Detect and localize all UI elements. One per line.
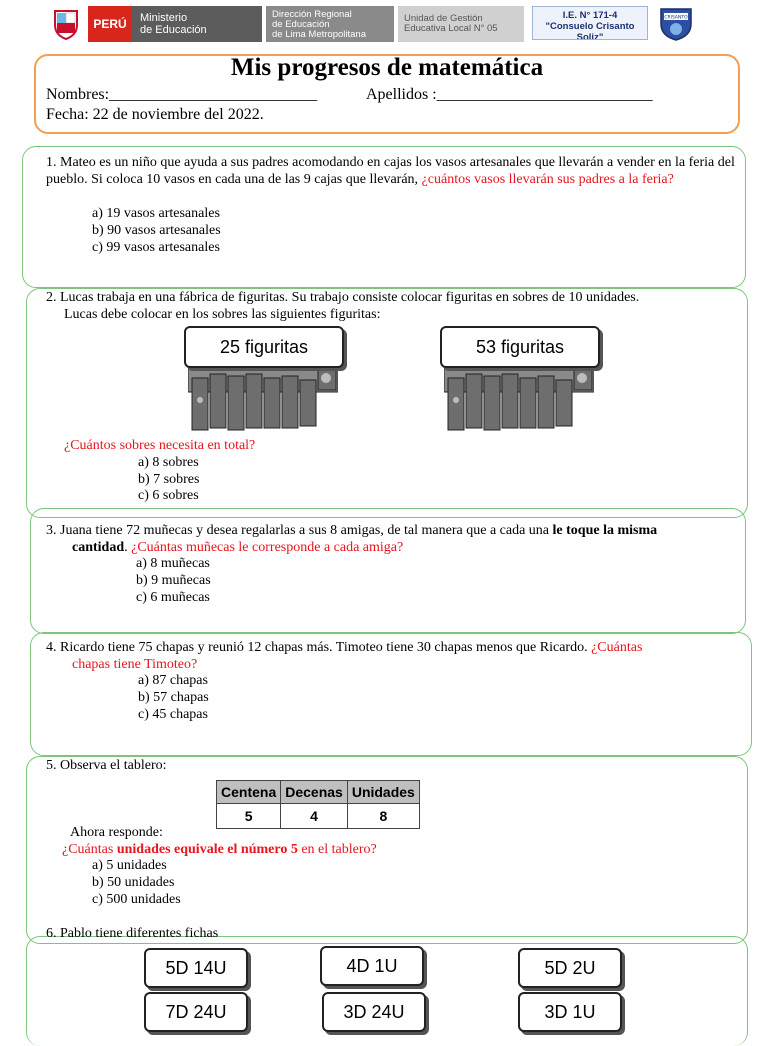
- question-1-text: [46, 154, 736, 188]
- page-title: Mis progresos de matemática: [230, 54, 544, 81]
- ficha-2: 4D 1U: [320, 946, 424, 986]
- question-3-bold: le toque la misma: [552, 523, 658, 538]
- question-5-option-b[interactable]: b) 50 unidades: [92, 875, 175, 890]
- question-4-option-a[interactable]: a) 87 chapas: [138, 673, 208, 688]
- question-5-option-a[interactable]: a) 5 unidades: [92, 858, 167, 873]
- question-5-question-start: ¿Cuántas: [62, 842, 117, 857]
- question-3-line2: [72, 539, 403, 556]
- school-badge: [532, 6, 648, 40]
- table-header-centena: Centena: [217, 781, 281, 804]
- dre-badge: [266, 6, 394, 42]
- question-4-line1: [46, 639, 642, 656]
- table-cell-decenas: 4: [281, 804, 348, 829]
- ficha-3: 5D 2U: [518, 948, 622, 988]
- question-2-question: ¿Cuántos sobres necesita en total?: [64, 438, 256, 453]
- dre-line1: Dirección Regional: [272, 9, 352, 20]
- names-field[interactable]: Nombres:__________________________: [46, 86, 318, 103]
- question-5-prompt: Ahora responde:: [70, 825, 163, 840]
- question-2-option-a[interactable]: a) 8 sobres: [138, 455, 199, 470]
- question-3-option-a[interactable]: a) 8 muñecas: [136, 556, 210, 571]
- ministry-badge: [132, 6, 262, 42]
- question-4-statement: 4. Ricardo tiene 75 chapas y reunió 12 chapas más. Timoteo tiene 30 chapas menos que Ricardo.: [46, 640, 592, 655]
- dre-line3: de Lima Metropolitana: [272, 29, 366, 40]
- question-5-statement: 5. Observa el tablero:: [46, 758, 167, 773]
- figuritas-label-left: 25 figuritas: [184, 326, 344, 368]
- peru-badge: PERÚ: [88, 6, 132, 42]
- packets-image-left: [188, 360, 338, 432]
- school-line3: Soliz": [576, 32, 604, 40]
- school-crest-icon: [656, 6, 696, 42]
- ugel-line2: Educativa Local N° 05: [404, 23, 498, 34]
- peru-shield-logo: [44, 6, 88, 42]
- question-5-question: [62, 841, 377, 858]
- question-3-statement: 3. Juana tiene 72 muñecas y desea regalarlas a sus 8 amigas, de tal manera que a cada una: [46, 523, 553, 538]
- ministry-line1: Ministerio: [140, 12, 188, 24]
- school-line1: I.E. N° 171-4: [562, 10, 618, 21]
- question-5-question-bold: unidades equivale el número 5: [116, 842, 298, 857]
- date-line: Fecha: 22 de noviembre del 2022.: [46, 106, 264, 123]
- ugel-line1: Unidad de Gestión: [404, 13, 483, 24]
- question-4-option-b[interactable]: b) 57 chapas: [138, 690, 209, 705]
- question-1-option-b[interactable]: b) 90 vasos artesanales: [92, 223, 221, 238]
- ugel-badge: [398, 6, 524, 42]
- place-value-table: [216, 780, 420, 829]
- question-2-line2: Lucas debe colocar en los sobres las siguientes figuritas:: [64, 307, 381, 322]
- dre-line2: de Educación: [272, 19, 330, 30]
- ficha-1: 5D 14U: [144, 948, 248, 988]
- question-3-option-c[interactable]: c) 6 muñecas: [136, 590, 210, 605]
- ficha-4: 7D 24U: [144, 992, 248, 1032]
- crest-text: CRISANTO: [664, 15, 688, 21]
- question-3-option-b[interactable]: b) 9 muñecas: [136, 573, 211, 588]
- question-6-statement: 6. Pablo tiene diferentes fichas: [46, 926, 219, 941]
- place-value-table-wrap: [216, 780, 420, 829]
- table-cell-centena: 5: [217, 804, 281, 829]
- figuritas-label-right: 53 figuritas: [440, 326, 600, 368]
- question-1-option-c[interactable]: c) 99 vasos artesanales: [92, 240, 220, 255]
- question-3-punct: .: [124, 540, 132, 555]
- ministry-line2: de Educación: [140, 24, 207, 36]
- figuritas-card-right: [440, 326, 600, 436]
- surnames-field[interactable]: Apellidos :___________________________: [366, 86, 653, 103]
- question-5-option-c[interactable]: c) 500 unidades: [92, 892, 181, 907]
- question-2-option-b[interactable]: b) 7 sobres: [138, 472, 200, 487]
- table-header-unidades: Unidades: [347, 781, 419, 804]
- question-1-option-a[interactable]: a) 19 vasos artesanales: [92, 206, 220, 221]
- packets-image-right: [444, 360, 594, 432]
- question-3-line1: [46, 522, 657, 539]
- question-3-bold2: cantidad: [72, 540, 125, 555]
- table-cell-unidades: 8: [347, 804, 419, 829]
- question-4-question-b: chapas tiene Timoteo?: [72, 657, 198, 672]
- figuritas-card-left: [184, 326, 344, 436]
- question-4-question-a: ¿Cuántas: [591, 640, 643, 655]
- question-1-statement: 1. Mateo es un niño que ayuda a sus padres acomodando en cajas los vasos artesanales que llevarán a vender en la feria del pueblo. Si coloca 10 vasos en cada una de las 9 cajas que llevarán,: [46, 155, 735, 187]
- question-4-option-c[interactable]: c) 45 chapas: [138, 707, 208, 722]
- question-3-question: ¿Cuántas muñecas le corresponde a cada amiga?: [131, 540, 404, 555]
- question-2-line1: 2. Lucas trabaja en una fábrica de figuritas. Su trabajo consiste colocar figuritas en sobres de 10 unidades.: [46, 290, 640, 305]
- question-1-question: ¿cuántos vasos llevarán sus padres a la feria?: [421, 172, 674, 187]
- school-line2: "Consuelo Crisanto: [545, 21, 635, 32]
- question-2-option-c[interactable]: c) 6 sobres: [138, 488, 199, 503]
- question-5-question-end: en el tablero?: [297, 842, 377, 857]
- ficha-6: 3D 1U: [518, 992, 622, 1032]
- ficha-5: 3D 24U: [322, 992, 426, 1032]
- table-header-decenas: Decenas: [281, 781, 348, 804]
